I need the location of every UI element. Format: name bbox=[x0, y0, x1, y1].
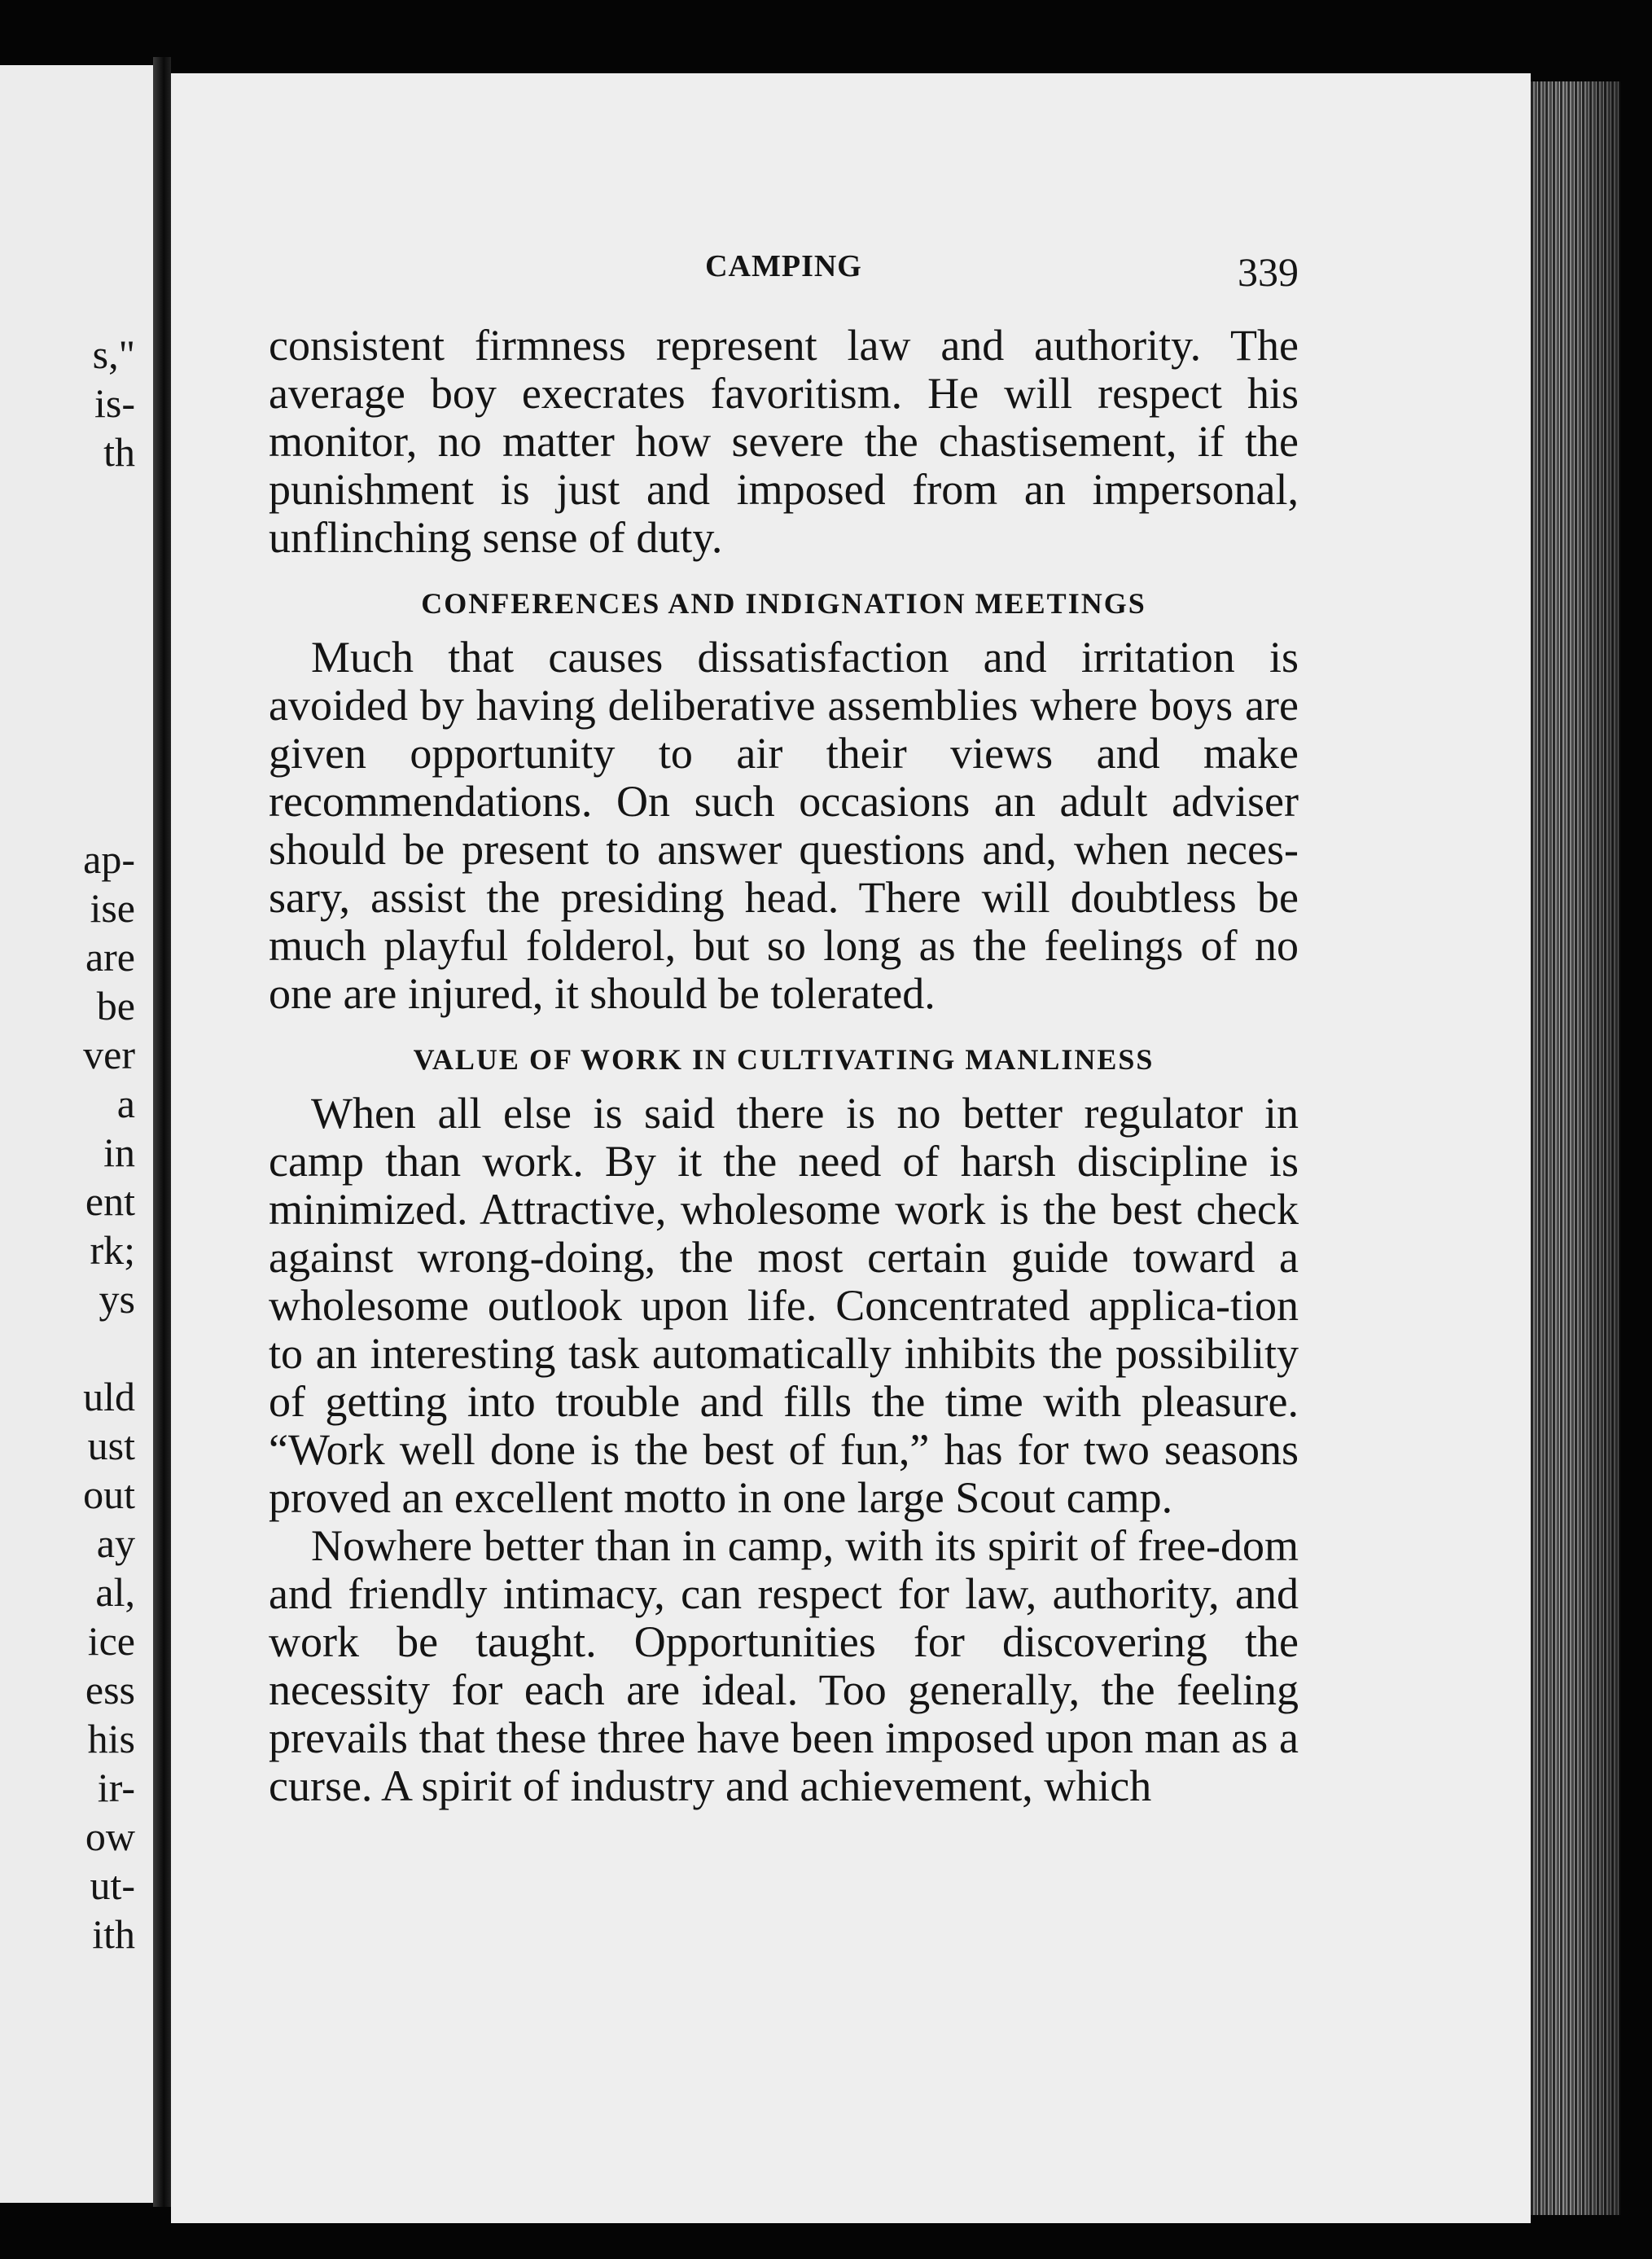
paragraph-value-of-work: When all else is said there is no better regulator in camp than work. By it the need of harsh discipline is minimized. Attractive, wholesome work is the best check against wrong-doing, the most certain guide toward a wholesome outlook upon life. Concentrated applica-tion to an interesting task automatically inhibits the possibility of getting into trouble and fills the time with pleasure. “Work well done is the best of fun,” has for two seasons proved an excellent motto in one large Scout camp. bbox=[269, 1089, 1299, 1522]
left-line-fragment: ir- bbox=[97, 1765, 135, 1810]
left-line-fragment: ys bbox=[99, 1276, 135, 1322]
left-line-fragment: ay bbox=[96, 1520, 135, 1566]
left-line-fragment: are bbox=[85, 934, 135, 980]
opening-paragraph: consistent firmness represent law and authority. The average boy execrates favoritism. He will respect his monitor, no matter how severe the chastisement, if the punishment is just and imposed from an impersonal, unflinching sense of duty. bbox=[269, 321, 1299, 562]
book-gutter bbox=[153, 57, 171, 2207]
left-line-fragment: ess bbox=[85, 1667, 135, 1713]
page-number: 339 bbox=[1238, 249, 1299, 295]
paragraph-nowhere-better: Nowhere better than in camp, with its spirit of free-dom and friendly intimacy, can respect for law, authority, and work be taught. Opportunities for discovering the necessity for each are ideal. Too generally, the feeling prevails that these three have been imposed upon man as a curse. A spirit of industry and achievement, which bbox=[269, 1521, 1299, 1810]
section-heading-conferences: CONFERENCES AND INDIGNATION MEETINGS bbox=[421, 587, 1146, 620]
left-line-fragment: a bbox=[116, 1081, 135, 1126]
left-line-fragment: is- bbox=[94, 380, 135, 426]
left-line-fragment: al, bbox=[95, 1569, 135, 1615]
left-facing-page bbox=[0, 65, 153, 2203]
left-line-fragment: his bbox=[87, 1716, 135, 1761]
running-head bbox=[269, 240, 1299, 322]
left-line-fragment: ap- bbox=[83, 836, 135, 882]
left-line-fragment: ow bbox=[85, 1814, 135, 1859]
left-line-fragment: be bbox=[96, 983, 135, 1029]
running-head-title: CAMPING bbox=[705, 249, 862, 283]
page-edge-stack bbox=[1531, 81, 1620, 2215]
section-heading-value-of-work: VALUE OF WORK IN CULTIVATING MANLINESS bbox=[413, 1043, 1155, 1076]
left-line-fragment: th bbox=[103, 429, 135, 475]
left-line-fragment: uld bbox=[83, 1374, 135, 1419]
left-line-fragment: in bbox=[103, 1130, 135, 1175]
left-line-fragment: out bbox=[83, 1472, 135, 1517]
left-line-fragment: ent bbox=[85, 1178, 135, 1224]
left-line-fragment: ust bbox=[87, 1423, 135, 1468]
left-line-fragment: s," bbox=[92, 331, 135, 377]
left-line-fragment: ver bbox=[83, 1032, 135, 1077]
paragraph-conferences: Much that causes dissatisfaction and irritation is avoided by having deliberative assemblies where boys are given opportunity to air their views and make recommendations. On such occasions an adult adviser should be present to answer questions and, when neces-sary, assist the presiding head. There will doubtless be much playful folderol, but so long as the feelings of no one are injured, it should be tolerated. bbox=[269, 633, 1299, 1018]
page-text-block bbox=[269, 240, 1299, 1810]
left-line-fragment: ise bbox=[90, 885, 135, 931]
left-line-fragment: ice bbox=[87, 1618, 135, 1664]
left-line-fragment: ith bbox=[92, 1911, 135, 1957]
left-line-fragment: ut- bbox=[90, 1862, 135, 1908]
left-line-fragment: rk; bbox=[90, 1227, 135, 1273]
